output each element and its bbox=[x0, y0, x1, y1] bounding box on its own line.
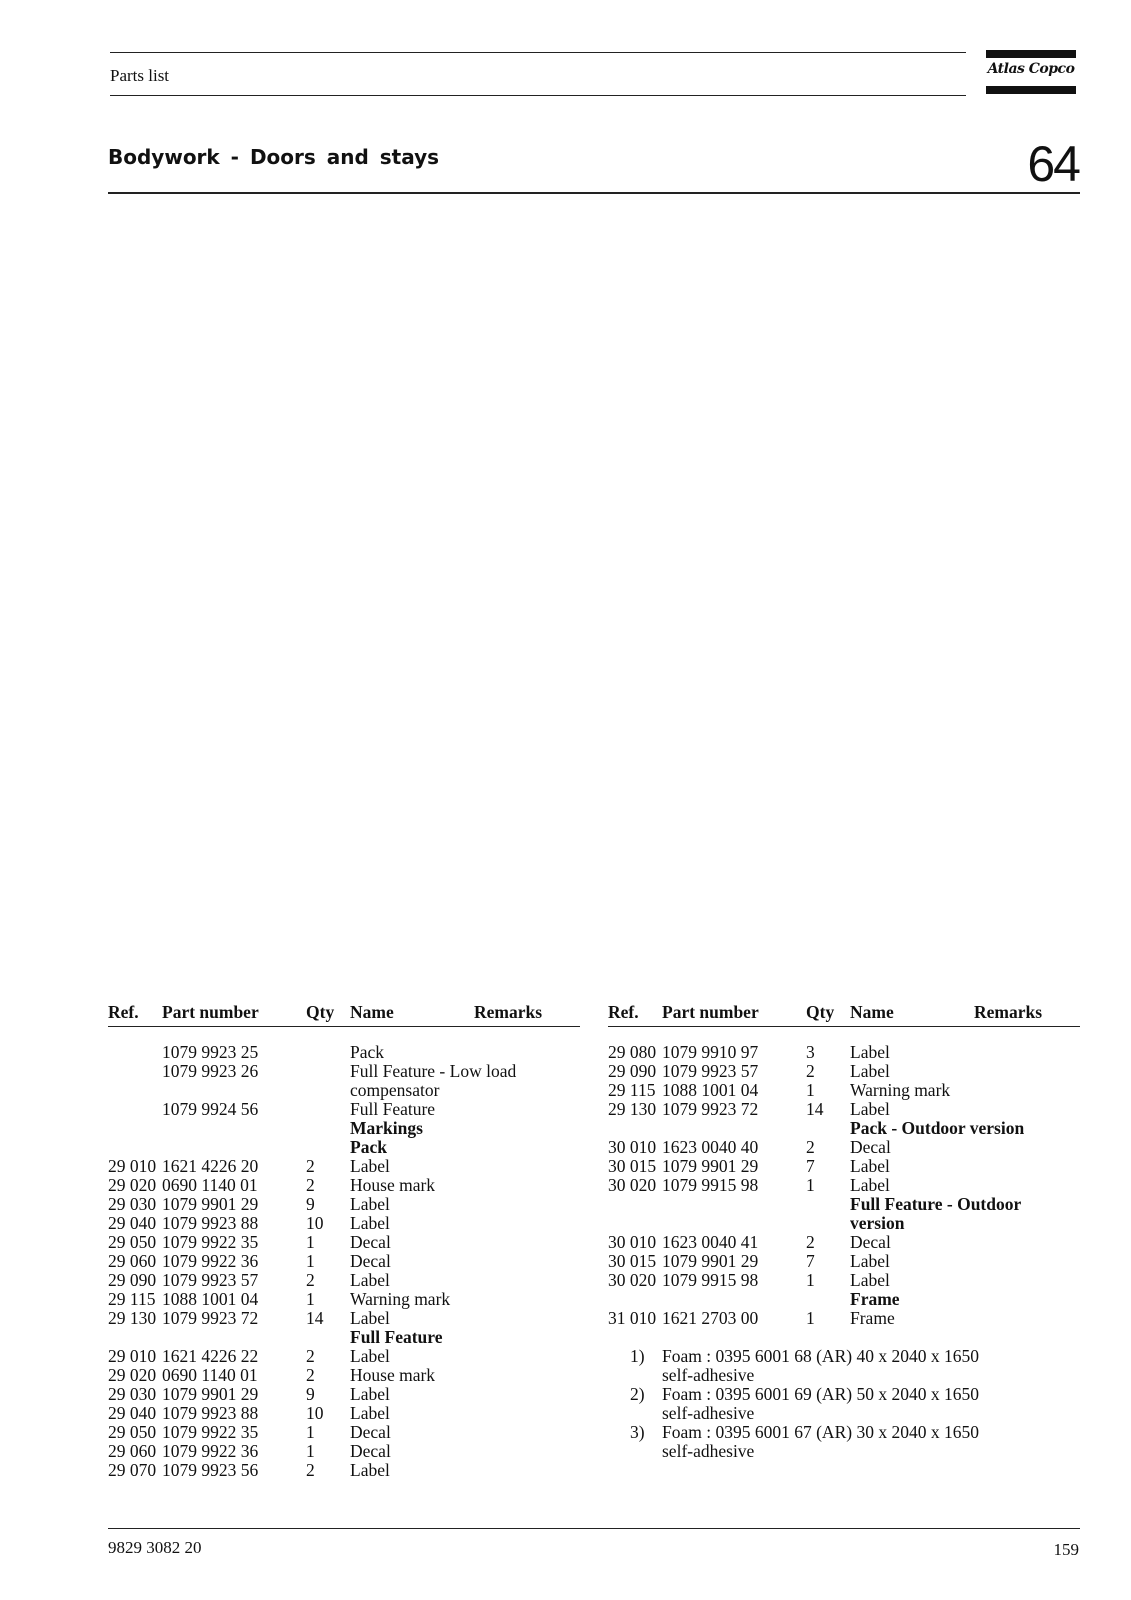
ref-cell: 29 020 bbox=[108, 1175, 157, 1195]
table-row bbox=[608, 1290, 1080, 1309]
name-cell: Decal bbox=[350, 1441, 391, 1461]
footnote-marker: 1) bbox=[630, 1346, 645, 1366]
footnote-text: Foam : 0395 6001 67 (AR) 30 x 2040 x 1650 bbox=[662, 1422, 979, 1442]
qty-cell: 2 bbox=[306, 1365, 315, 1385]
footnote-text: self-adhesive bbox=[662, 1365, 755, 1385]
part-number-cell: 1079 9923 72 bbox=[662, 1099, 759, 1119]
page-number: 159 bbox=[1053, 1540, 1079, 1559]
name-cell: Label bbox=[850, 1175, 890, 1195]
name-cell: Label bbox=[850, 1270, 890, 1290]
section-rule bbox=[108, 192, 1080, 194]
part-number-cell: 1079 9923 72 bbox=[162, 1308, 259, 1328]
ref-cell: 29 050 bbox=[108, 1232, 157, 1252]
part-number-cell: 1623 0040 41 bbox=[662, 1232, 759, 1252]
qty-cell: 9 bbox=[306, 1384, 315, 1404]
ref-cell: 29 060 bbox=[108, 1441, 157, 1461]
name-cell: Full Feature bbox=[350, 1327, 443, 1347]
qty-cell: 1 bbox=[306, 1232, 315, 1252]
footnote-marker: 2) bbox=[630, 1384, 645, 1404]
ref-cell: 29 010 bbox=[108, 1346, 157, 1366]
qty-cell: 2 bbox=[306, 1346, 315, 1366]
name-cell: Label bbox=[350, 1403, 390, 1423]
col-ref-header: Ref. bbox=[608, 1002, 639, 1022]
table-row bbox=[108, 1423, 580, 1442]
part-number-cell: 1079 9901 29 bbox=[162, 1194, 259, 1214]
qty-cell: 1 bbox=[806, 1270, 815, 1290]
name-cell: Frame bbox=[850, 1308, 895, 1328]
table-row bbox=[108, 1290, 580, 1309]
table-row bbox=[608, 1233, 1080, 1252]
ref-cell: 29 030 bbox=[108, 1384, 157, 1404]
ref-cell: 30 015 bbox=[608, 1156, 657, 1176]
name-cell: Label bbox=[350, 1156, 390, 1176]
table-body bbox=[108, 1043, 580, 1480]
footnote-line bbox=[608, 1442, 1080, 1461]
name-cell: Label bbox=[350, 1194, 390, 1214]
header-top-rule bbox=[110, 52, 966, 53]
name-cell: Warning mark bbox=[850, 1080, 951, 1100]
ref-cell: 29 090 bbox=[608, 1061, 657, 1081]
table-header bbox=[608, 1002, 1080, 1027]
name-cell: Decal bbox=[850, 1232, 891, 1252]
name-cell: Label bbox=[350, 1460, 390, 1480]
qty-cell: 3 bbox=[806, 1042, 815, 1062]
table-row bbox=[108, 1214, 580, 1233]
footnote-marker: 3) bbox=[630, 1422, 645, 1442]
name-cell: House mark bbox=[350, 1365, 436, 1385]
col-remarks-header: Remarks bbox=[474, 1002, 543, 1022]
ref-cell: 29 070 bbox=[108, 1460, 157, 1480]
qty-cell: 14 bbox=[806, 1099, 824, 1119]
footnote-line bbox=[608, 1423, 1080, 1442]
qty-cell: 1 bbox=[306, 1289, 315, 1309]
footnote-line bbox=[608, 1347, 1080, 1366]
qty-cell: 2 bbox=[806, 1061, 815, 1081]
table-row bbox=[108, 1366, 580, 1385]
section-number: 64 bbox=[1027, 136, 1079, 192]
qty-cell: 1 bbox=[806, 1175, 815, 1195]
table-row bbox=[108, 1461, 580, 1480]
document-number: 9829 3082 20 bbox=[108, 1538, 202, 1557]
part-number-cell: 1079 9922 36 bbox=[162, 1441, 259, 1461]
qty-cell: 7 bbox=[806, 1156, 815, 1176]
name-cell: Full Feature - Outdoor bbox=[850, 1194, 1022, 1214]
part-number-cell: 0690 1140 01 bbox=[162, 1175, 258, 1195]
table-row bbox=[108, 1062, 580, 1081]
qty-cell: 2 bbox=[306, 1460, 315, 1480]
col-name-header: Name bbox=[350, 1002, 394, 1022]
col-qty-header: Qty bbox=[806, 1002, 835, 1022]
table-row bbox=[108, 1100, 580, 1119]
name-cell: Label bbox=[850, 1042, 890, 1062]
table-row bbox=[608, 1309, 1080, 1328]
table-row bbox=[108, 1271, 580, 1290]
footnotes bbox=[608, 1347, 1080, 1461]
ref-cell: 30 010 bbox=[608, 1137, 657, 1157]
logo-wordmark: Atlas Copco bbox=[987, 61, 1075, 77]
name-cell: Warning mark bbox=[350, 1289, 451, 1309]
part-number-cell: 1079 9915 98 bbox=[662, 1175, 759, 1195]
table-row bbox=[108, 1081, 580, 1100]
ref-cell: 31 010 bbox=[608, 1308, 657, 1328]
ref-cell: 30 020 bbox=[608, 1270, 657, 1290]
part-number-cell: 1079 9922 35 bbox=[162, 1232, 259, 1252]
ref-cell: 29 090 bbox=[108, 1270, 157, 1290]
qty-cell: 1 bbox=[806, 1080, 815, 1100]
name-cell: Label bbox=[850, 1156, 890, 1176]
qty-cell: 1 bbox=[306, 1251, 315, 1271]
qty-cell: 2 bbox=[306, 1175, 315, 1195]
qty-cell: 2 bbox=[306, 1156, 315, 1176]
name-cell: Full Feature - Low load bbox=[350, 1061, 517, 1081]
name-cell: Pack bbox=[350, 1137, 387, 1157]
col-qty-header: Qty bbox=[306, 1002, 335, 1022]
table-row bbox=[108, 1442, 580, 1461]
qty-cell: 2 bbox=[306, 1270, 315, 1290]
part-number-cell: 1621 2703 00 bbox=[662, 1308, 759, 1328]
table-row bbox=[108, 1138, 580, 1157]
table-row bbox=[608, 1138, 1080, 1157]
part-number-cell: 1079 9922 35 bbox=[162, 1422, 259, 1442]
name-cell: Decal bbox=[350, 1251, 391, 1271]
part-number-cell: 1079 9901 29 bbox=[162, 1384, 259, 1404]
part-number-cell: 1621 4226 22 bbox=[162, 1346, 259, 1366]
part-number-cell: 1079 9922 36 bbox=[162, 1251, 259, 1271]
table-row bbox=[608, 1062, 1080, 1081]
ref-cell: 29 020 bbox=[108, 1365, 157, 1385]
footnote-line bbox=[608, 1404, 1080, 1423]
table-row bbox=[108, 1043, 580, 1062]
name-cell: Decal bbox=[850, 1137, 891, 1157]
name-cell: House mark bbox=[350, 1175, 436, 1195]
ref-cell: 29 050 bbox=[108, 1422, 157, 1442]
ref-cell: 30 020 bbox=[608, 1175, 657, 1195]
footnote-line bbox=[608, 1385, 1080, 1404]
qty-cell: 10 bbox=[306, 1403, 324, 1423]
table-row bbox=[608, 1271, 1080, 1290]
footnote-text: Foam : 0395 6001 68 (AR) 40 x 2040 x 1650 bbox=[662, 1346, 979, 1366]
parts-table-left bbox=[108, 1002, 580, 1480]
part-number-cell: 0690 1140 01 bbox=[162, 1365, 258, 1385]
name-cell: Label bbox=[850, 1099, 890, 1119]
table-row bbox=[608, 1100, 1080, 1119]
ref-cell: 29 130 bbox=[108, 1308, 157, 1328]
name-cell: Pack bbox=[350, 1042, 385, 1062]
qty-cell: 14 bbox=[306, 1308, 324, 1328]
name-cell: Decal bbox=[350, 1232, 391, 1252]
part-number-cell: 1623 0040 40 bbox=[662, 1137, 759, 1157]
name-cell: Frame bbox=[850, 1289, 900, 1309]
qty-cell: 2 bbox=[806, 1137, 815, 1157]
table-row bbox=[608, 1119, 1080, 1138]
table-row bbox=[108, 1233, 580, 1252]
atlas-copco-logo bbox=[986, 50, 1076, 94]
section-title: Bodywork - Doors and stays bbox=[108, 145, 440, 169]
table-row bbox=[608, 1081, 1080, 1100]
table-row bbox=[108, 1385, 580, 1404]
table-row bbox=[608, 1043, 1080, 1062]
part-number-cell: 1079 9923 88 bbox=[162, 1213, 259, 1233]
footnote-text: self-adhesive bbox=[662, 1403, 755, 1423]
qty-cell: 2 bbox=[806, 1232, 815, 1252]
logo-top-bar bbox=[986, 50, 1076, 58]
ref-cell: 29 010 bbox=[108, 1156, 157, 1176]
ref-cell: 30 015 bbox=[608, 1251, 657, 1271]
footer-rule bbox=[108, 1528, 1080, 1529]
col-ref-header: Ref. bbox=[108, 1002, 139, 1022]
part-number-cell: 1079 9915 98 bbox=[662, 1270, 759, 1290]
ref-cell: 29 030 bbox=[108, 1194, 157, 1214]
part-number-cell: 1088 1001 04 bbox=[162, 1289, 259, 1309]
parts-table-right bbox=[608, 1002, 1080, 1461]
footnote-line bbox=[608, 1366, 1080, 1385]
part-number-cell: 1079 9901 29 bbox=[662, 1156, 759, 1176]
ref-cell: 29 040 bbox=[108, 1403, 157, 1423]
ref-cell: 29 115 bbox=[108, 1289, 156, 1309]
table-row bbox=[108, 1157, 580, 1176]
table-row bbox=[108, 1404, 580, 1423]
col-part-header: Part number bbox=[662, 1002, 759, 1022]
part-number-cell: 1079 9924 56 bbox=[162, 1099, 259, 1119]
table-header bbox=[108, 1002, 580, 1027]
name-cell: Decal bbox=[350, 1422, 391, 1442]
name-cell: Label bbox=[350, 1308, 390, 1328]
col-name-header: Name bbox=[850, 1002, 894, 1022]
part-number-cell: 1079 9923 56 bbox=[162, 1460, 259, 1480]
table-row bbox=[108, 1119, 580, 1138]
part-number-cell: 1079 9923 25 bbox=[162, 1042, 259, 1062]
table-row bbox=[108, 1328, 580, 1347]
footnote-text: self-adhesive bbox=[662, 1441, 755, 1461]
ref-cell: 29 115 bbox=[608, 1080, 656, 1100]
ref-cell: 30 010 bbox=[608, 1232, 657, 1252]
qty-cell: 9 bbox=[306, 1194, 315, 1214]
header-bottom-rule bbox=[110, 95, 966, 96]
part-number-cell: 1079 9923 57 bbox=[162, 1270, 259, 1290]
header-label: Parts list bbox=[110, 66, 170, 85]
table-row bbox=[608, 1214, 1080, 1233]
ref-cell: 29 040 bbox=[108, 1213, 157, 1233]
part-number-cell: 1079 9923 88 bbox=[162, 1403, 259, 1423]
name-cell: version bbox=[850, 1213, 905, 1233]
name-cell: Full Feature bbox=[350, 1099, 436, 1119]
col-part-header: Part number bbox=[162, 1002, 259, 1022]
table-row bbox=[108, 1309, 580, 1328]
name-cell: compensator bbox=[350, 1080, 440, 1100]
part-number-cell: 1079 9923 26 bbox=[162, 1061, 259, 1081]
table-row bbox=[608, 1195, 1080, 1214]
table-row bbox=[108, 1347, 580, 1366]
logo-bottom-bar bbox=[986, 86, 1076, 94]
ref-cell: 29 060 bbox=[108, 1251, 157, 1271]
qty-cell: 1 bbox=[306, 1422, 315, 1442]
part-number-cell: 1079 9910 97 bbox=[662, 1042, 759, 1062]
table-row bbox=[108, 1195, 580, 1214]
col-remarks-header: Remarks bbox=[974, 1002, 1043, 1022]
table-row bbox=[608, 1252, 1080, 1271]
part-number-cell: 1088 1001 04 bbox=[662, 1080, 759, 1100]
table-row bbox=[108, 1252, 580, 1271]
footnote-text: Foam : 0395 6001 69 (AR) 50 x 2040 x 1650 bbox=[662, 1384, 979, 1404]
part-number-cell: 1621 4226 20 bbox=[162, 1156, 259, 1176]
table-row bbox=[608, 1157, 1080, 1176]
table-body bbox=[608, 1043, 1080, 1328]
qty-cell: 7 bbox=[806, 1251, 815, 1271]
qty-cell: 1 bbox=[306, 1441, 315, 1461]
qty-cell: 10 bbox=[306, 1213, 324, 1233]
illustration-area bbox=[108, 200, 1080, 980]
name-cell: Label bbox=[850, 1061, 890, 1081]
name-cell: Pack - Outdoor version bbox=[850, 1118, 1025, 1138]
ref-cell: 29 130 bbox=[608, 1099, 657, 1119]
name-cell: Markings bbox=[350, 1118, 423, 1138]
name-cell: Label bbox=[350, 1270, 390, 1290]
name-cell: Label bbox=[350, 1213, 390, 1233]
table-row bbox=[108, 1176, 580, 1195]
ref-cell: 29 080 bbox=[608, 1042, 657, 1062]
qty-cell: 1 bbox=[806, 1308, 815, 1328]
name-cell: Label bbox=[350, 1384, 390, 1404]
part-number-cell: 1079 9901 29 bbox=[662, 1251, 759, 1271]
name-cell: Label bbox=[850, 1251, 890, 1271]
name-cell: Label bbox=[350, 1346, 390, 1366]
part-number-cell: 1079 9923 57 bbox=[662, 1061, 759, 1081]
table-row bbox=[608, 1176, 1080, 1195]
